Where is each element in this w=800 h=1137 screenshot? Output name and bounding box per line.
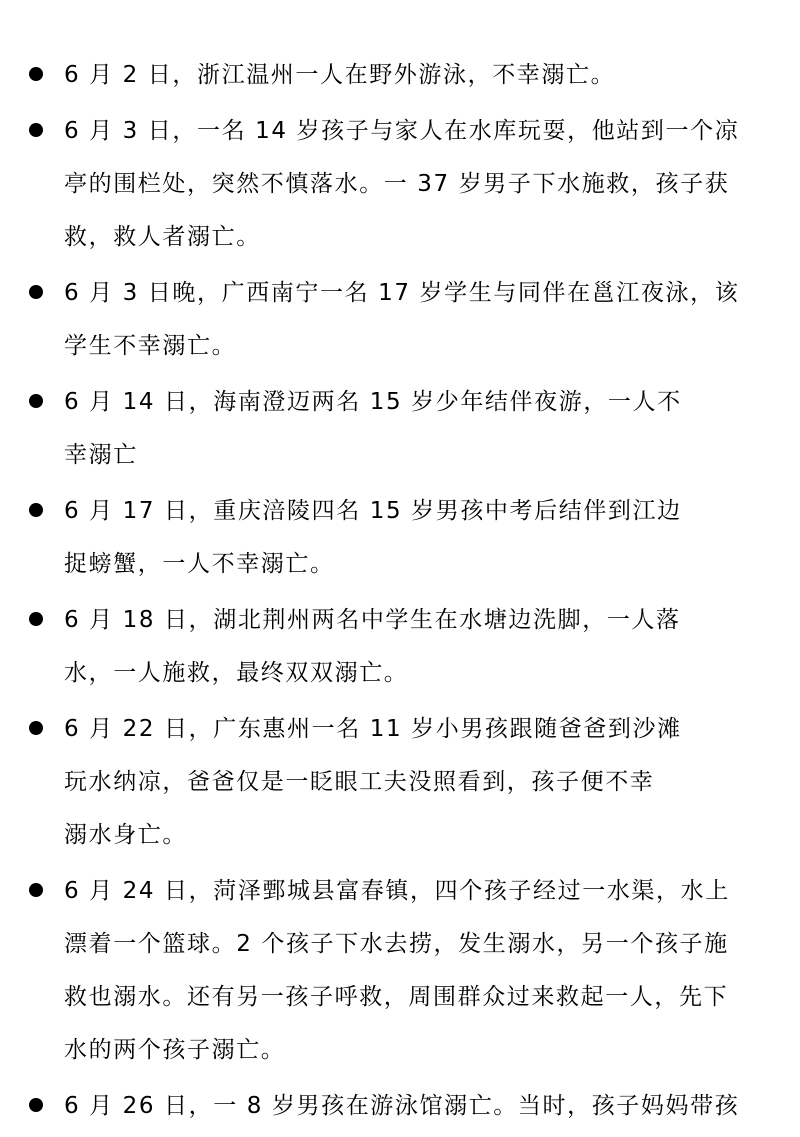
text-line: 6 月 26 日，一 8 岁男孩在游泳馆溺亡。当时，孩子妈妈带孩 [64,1093,740,1119]
text-line: 6 月 14 日，海南澄迈两名 15 岁少年结伴夜游，一人不 [64,389,682,415]
text-line: 水，一人施救，最终双双溺亡。 [64,660,409,686]
bullet-icon [29,285,43,299]
text-line: 玩水纳凉，爸爸仅是一眨眼工夫没照看到，孩子便不幸 [64,769,655,795]
list-item [0,49,800,102]
bullet-icon [29,394,43,408]
list-item [0,485,800,591]
bullet-icon [29,123,43,137]
list-item [0,594,800,700]
list-item [0,376,800,482]
list-item [0,267,800,373]
text-line: 6 月 22 日，广东惠州一名 11 岁小男孩跟随爸爸到沙滩 [64,716,682,742]
text-line: 捉螃蟹，一人不幸溺亡。 [64,551,335,577]
list-item [0,1080,800,1133]
text-line: 亭的围栏处，突然不慎落水。一 37 岁男子下水施救，孩子获 [64,171,730,197]
bullet-icon [29,67,43,81]
list-item [0,703,800,862]
text-line: 救也溺水。还有另一孩子呼救，周围群众过来救起一人，先下 [64,984,729,1010]
bullet-icon [29,883,43,897]
text-line: 救，救人者溺亡。 [64,224,261,250]
text-line: 6 月 24 日，菏泽鄄城县富春镇，四个孩子经过一水渠，水上 [64,878,730,904]
text-line: 水的两个孩子溺亡。 [64,1037,286,1063]
text-line: 6 月 3 日晚，广西南宁一名 17 岁学生与同伴在邕江夜泳，该 [64,280,740,306]
text-line: 6 月 18 日，湖北荆州两名中学生在水塘边洗脚，一人落 [64,607,681,633]
text-line: 幸溺亡 [64,442,138,468]
text-line: 6 月 17 日，重庆涪陵四名 15 岁男孩中考后结伴到江边 [64,498,682,524]
incident-list [0,49,800,1136]
text-line: 6 月 3 日，一名 14 岁孩子与家人在水库玩耍，他站到一个凉 [64,118,740,144]
text-line: 溺水身亡。 [64,822,187,848]
text-line: 漂着一个篮球。2 个孩子下水去捞，发生溺水，另一个孩子施 [64,931,729,957]
bullet-icon [29,503,43,517]
bullet-icon [29,721,43,735]
text-line: 6 月 2 日，浙江温州一人在野外游泳，不幸溺亡。 [64,62,616,88]
list-item [0,105,800,264]
text-line: 学生不幸溺亡。 [64,333,237,359]
list-item [0,865,800,1077]
bullet-icon [29,1098,43,1112]
bullet-icon [29,612,43,626]
